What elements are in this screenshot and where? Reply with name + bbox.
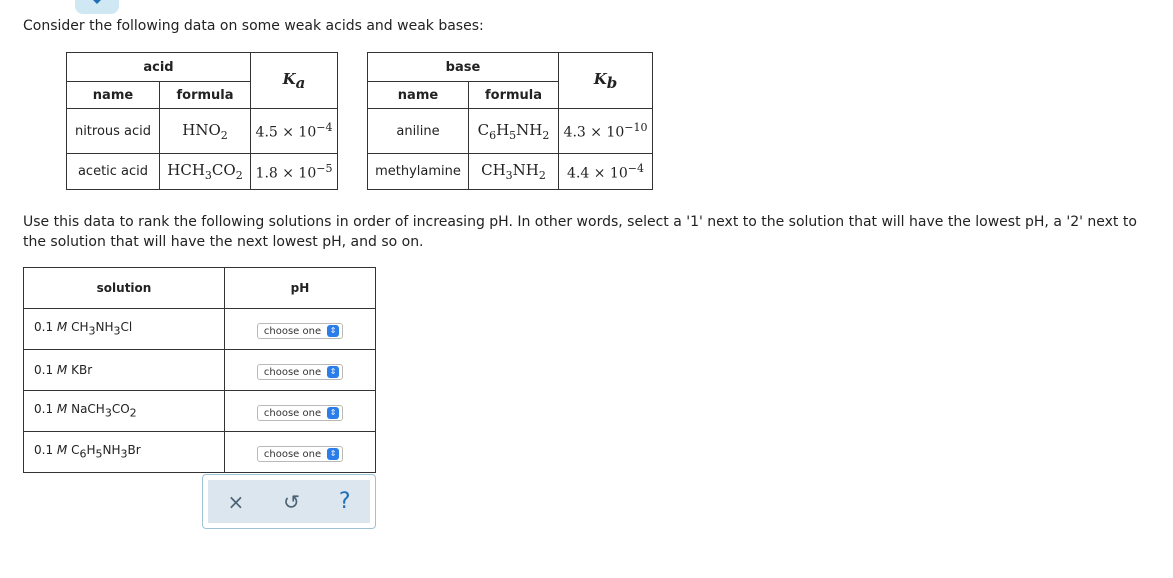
solution-label: 0.1 M $C_6H_5NH_3Br$ <box>24 432 225 473</box>
base-name: aniline <box>368 109 469 154</box>
acid-formula: $HNO_2$ <box>160 109 251 154</box>
select-arrows-icon: ⇕ <box>327 325 339 337</box>
ph-rank-select[interactable]: choose one ⇕ <box>257 323 343 339</box>
kb-header: $K_b$ <box>559 53 653 109</box>
base-kb: $4.3 \times 10^{-10}$ <box>559 109 653 154</box>
action-toolbar <box>202 474 376 529</box>
intro-text: Consider the following data on some weak acids and weak bases: <box>23 18 484 34</box>
close-icon[interactable]: × <box>227 489 245 514</box>
base-formula: $C_6H_5NH_2$ <box>469 109 559 154</box>
select-arrows-icon: ⇕ <box>327 407 339 419</box>
base-name-header: name <box>368 82 469 109</box>
acid-name-header: name <box>67 82 160 109</box>
solution-label: 0.1 M $CH_3NH_3Cl$ <box>24 309 225 350</box>
base-group-header: base <box>368 53 559 82</box>
base-name: methylamine <box>368 154 469 190</box>
acid-ka: $1.8 \times 10^{-5}$ <box>251 154 338 190</box>
base-formula: $CH_3NH_2$ <box>469 154 559 190</box>
acid-name: nitrous acid <box>67 109 160 154</box>
base-formula-header: formula <box>469 82 559 109</box>
ph-rank-select[interactable]: choose one ⇕ <box>257 405 343 421</box>
undo-icon[interactable]: ↺ <box>283 489 300 514</box>
acid-formula: $HCH_3CO_2$ <box>160 154 251 190</box>
ranking-table <box>23 267 376 473</box>
acid-ka: $4.5 \times 10^{-4}$ <box>251 109 338 154</box>
acid-formula-header: formula <box>160 82 251 109</box>
ph-header: pH <box>225 268 376 309</box>
solution-label: 0.1 M KBr <box>24 350 225 391</box>
solution-header: solution <box>24 268 225 309</box>
question-text: Use this data to rank the following solutions in order of increasing pH. In other words, select a '1' next to the solution that will have the lowest pH, a '2' next to the solution that will have the next lowest pH, and so on. <box>23 214 1137 250</box>
acid-group-header: acid <box>67 53 251 82</box>
base-table <box>367 52 653 190</box>
select-arrows-icon: ⇕ <box>327 448 339 460</box>
ka-header: $K_a$ <box>251 53 338 109</box>
help-icon[interactable]: ? <box>338 489 351 514</box>
collapse-tab[interactable] <box>75 0 119 14</box>
base-kb: $4.4 \times 10^{-4}$ <box>559 154 653 190</box>
select-arrows-icon: ⇕ <box>327 366 339 378</box>
ph-rank-select[interactable]: choose one ⇕ <box>257 446 343 462</box>
solution-label: 0.1 M $NaCH_3CO_2$ <box>24 391 225 432</box>
chevron-down-icon <box>91 0 103 4</box>
ph-rank-select[interactable]: choose one ⇕ <box>257 364 343 380</box>
acid-table <box>66 52 338 190</box>
acid-name: acetic acid <box>67 154 160 190</box>
